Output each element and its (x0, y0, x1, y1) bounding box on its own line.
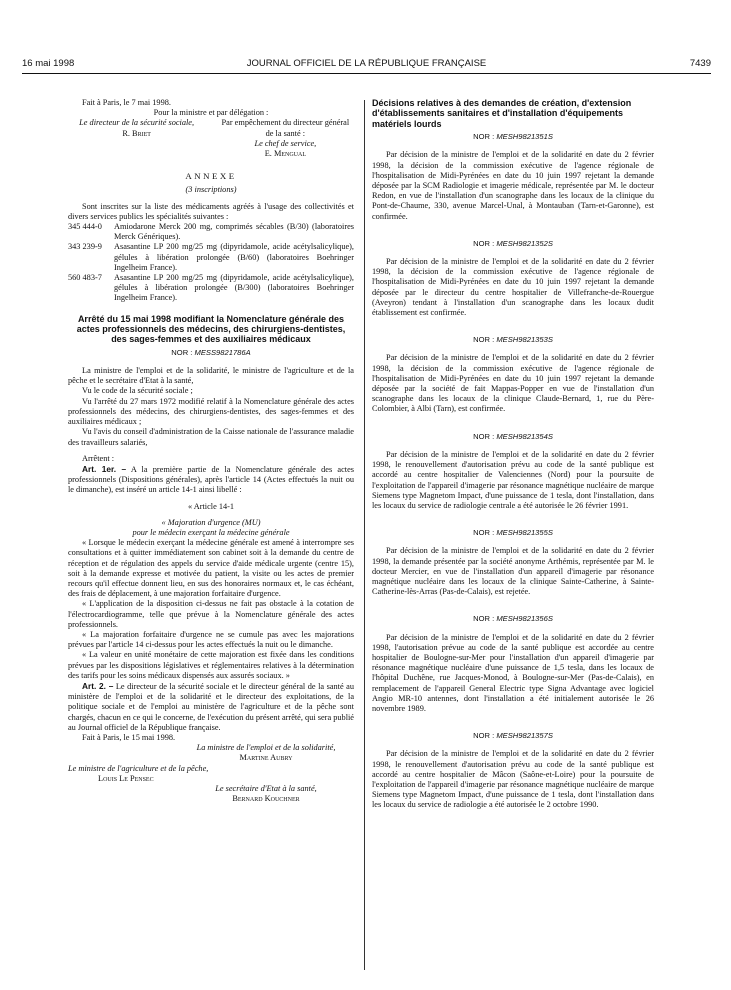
decision-paragraph: Par décision de la ministre de l'emploi et de la solidarité en date du 2 février 1998, le renouvellement d'autorisation prévu au code de la santé publique est accordé au centre hospitalier de Valenciennes (Nord) pour la poursuite de l'exploitation de l'appareil d'imagerie par résonance magnétique nucléaire de marque Siemens type Magnetom Impact, d'une puissance de 1 tesla, dont l'installation, dans les locaux du service de radiologie centrale a été autorisée le 26 février 1991. (372, 449, 654, 510)
signature-role: Le ministre de l'agriculture et de la pêche, (68, 763, 209, 773)
signature-role: Le chef de service, (254, 138, 317, 148)
signature-block-1 (68, 118, 354, 159)
column-separator (364, 100, 365, 970)
decision-paragraph: Par décision de la ministre de l'emploi et de la solidarité en date du 2 février 1998, la décision de la commission exécutive de l'agence régionale de l'hospitalisation de Midi-Pyrénées en date du 10 juin 1997 rejetant la demande déposée par la SCM Radiologie et imagerie médicale, représentée par M. le docteur Redon, en vue de l'installation d'un scanographe dans les locaux de la clinique du Pont-de-Chaume, 330, avenue Marcel-Unal, à Montauban (Tarn-et-Garonne), est confirmée. (372, 150, 654, 221)
signature-name: E. Mengual (264, 149, 306, 159)
article-1-label: Art. 1er. – (82, 463, 127, 474)
nor-label: NOR : (473, 528, 495, 538)
nor-label: NOR : (473, 132, 495, 142)
signature-line: Par empêchement du directeur général de la santé : (221, 118, 350, 138)
medication-item (68, 242, 354, 273)
decisions-title: Décisions relatives à des demandes de création, d'extension d'établissements sanitaires et d'installation d'équipements matériels lourds (372, 98, 632, 129)
nor-value: MESH9821353S (496, 335, 553, 345)
nor-value: MESH9821354S (496, 431, 553, 441)
header-journal-title: JOURNAL OFFICIEL DE LA RÉPUBLIQUE FRANÇAISE (246, 58, 487, 69)
signature-role: Le secrétaire d'Etat à la santé, (215, 784, 317, 793)
article-14-1-heading: « Article 14-1 (187, 501, 235, 511)
article-2-label: Art. 2. – (82, 680, 114, 691)
fait-a-paris-2: Fait à Paris, le 15 mai 1998. (82, 732, 176, 742)
signature-name: R. Briet (122, 128, 151, 138)
nor-value: MESH9821351S (496, 132, 553, 142)
right-column (372, 98, 654, 811)
pour-ministre: Pour la ministre et par délégation : (153, 108, 269, 118)
medication-text: Asasantine LP 200 mg/25 mg (dipyridamole, acide acétylsalicylique), gélules à libération prolongée (B/60) (laboratoires Boehringer Ingelheim France). (114, 242, 354, 272)
header-page-number: 7439 (689, 58, 711, 69)
article-paragraph: « Lorsque le médecin exerçant la médecine générale est amené à interrompre ses consultations et à quitter immédiatement son cabinet soit à la demande du centre de réception et de régulation des appels du service d'aide médicale urgente (centre 15), soit à la demande expresse et motivée du patient, la visite ou les actes de premier recours qu'il effectue donnent lieu, en sus des honoraires normaux et, le cas échéant, des frais de déplacement, à une majoration forfaitaire d'urgence. (68, 538, 354, 599)
majoration-title: « Majoration d'urgence (MU) (161, 517, 261, 527)
signature-sante (68, 784, 354, 804)
medication-list (68, 222, 354, 304)
arrete-title: Arrêté du 15 mai 1998 modifiant la Nomenclature générale des actes professionnels des médecins, des chirurgiens-dentistes, des sages-femmes et des auxiliaires médicaux (76, 313, 346, 345)
medication-item (68, 273, 354, 304)
page-header (22, 58, 711, 72)
nor-reference (372, 432, 654, 442)
nor-value: MESS9821786A (194, 347, 251, 357)
decision-paragraph: Par décision de la ministre de l'emploi et de la solidarité en date du 2 février 1998, la décision de la commission exécutive de l'agence régionale de l'hospitalisation de Midi-Pyrénées en date du 10 juin 1997 rejetant la demande déposée par la société de fait Mappas-Popper en vue de l'installation d'un scanographe dans les locaux de la clinique Claude-Bernard, 1, rue du Père-Colombier, à Albi (Tarn), est confirmée. (372, 353, 654, 414)
medication-text: Amiodarone Merck 200 mg, comprimés sécables (B/30) (laboratoires Merck Génériques). (114, 222, 354, 242)
header-date: 16 mai 1998 (22, 58, 75, 69)
visa-paragraph: Vu l'avis du conseil d'administration de la Caisse nationale de l'assurance maladie des travailleurs salariés, (68, 427, 354, 447)
annexe-heading: ANNEXE (185, 171, 237, 182)
nor-label: NOR : (473, 731, 495, 741)
nor-label: NOR : (473, 335, 495, 345)
medication-code: 560 483-7 (68, 273, 102, 283)
signature-name: Bernard Kouchner (232, 794, 300, 804)
decision-paragraph: Par décision de la ministre de l'emploi et de la solidarité en date du 2 février 1998, le renouvellement d'autorisation prévu au code de la santé publique est accordé au centre hospitalier de Mâcon (Saône-et-Loire) pour la poursuite de l'exploitation de l'appareil d'imagerie par résonance magnétique nucléaire de marque Siemens type Magnetom Impact, d'une puissance de 1 tesla, dont l'installation dans les locaux du service de radiologie a été autorisée le 2 octobre 1990. (372, 749, 654, 810)
article-2 (68, 681, 354, 733)
nor-reference (372, 239, 654, 249)
nor-reference (372, 614, 654, 624)
annexe-intro: Sont inscrites sur la liste des médicaments agréés à l'usage des collectivités et divers services publics les spécialités suivantes : (68, 201, 354, 221)
decision-paragraph: Par décision de la ministre de l'emploi et de la solidarité en date du 2 février 1998, la décision de la commission exécutive de l'agence régionale de l'hospitalisation de Midi-Pyrénées en date du 10 juin 1997 rejetant la demande déposée par le directeur du centre hospitalier de Villefranche-de-Rouergue (Aveyron) tendant à l'installation d'un scanographe dans les locaux dudit établissement est confirmée. (372, 257, 654, 318)
article-1-text: A la première partie de la Nomenclature générale des actes professionnels (Dispositions générales), après l'article 14 (Actes effectués la nuit ou le dimanche), est inséré un article 14-1 ainsi libellé : (68, 464, 354, 495)
signature-name: Martine Aubry (239, 753, 293, 763)
majoration-subtitle: pour le médecin exerçant la médecine générale (132, 527, 290, 537)
fait-a-paris-1: Fait à Paris, le 7 mai 1998. (82, 98, 171, 107)
nor-label: NOR : (171, 347, 193, 357)
header-rule (22, 73, 711, 74)
medication-text: Asasantine LP 200 mg/25 mg (dipyridamole, acide acétylsalicylique), gélules à libération prolongée (B/300) (laboratoires Boehringer Ingelheim France). (114, 273, 354, 303)
nor-reference (372, 731, 654, 741)
medication-code: 343 239-9 (68, 242, 102, 252)
arretent-line: Arrêtent : (82, 453, 115, 463)
article-1 (68, 464, 354, 496)
nor-value: MESH9821352S (496, 238, 553, 248)
article-paragraph: « La majoration forfaitaire d'urgence ne se cumule pas avec les majorations prévues par l'article 14 ci-dessus pour les actes effectués la nuit ou le dimanche. (68, 629, 354, 650)
signature-name: Louis Le Pensec (98, 773, 154, 783)
decision-paragraph: Par décision de la ministre de l'emploi et de la solidarité en date du 2 février 1998, la demande présentée par la société anonyme Arthémis, représentée par M. le docteur Mercier, en vue de l'installation d'un appareil d'imagerie par résonance magnétique nucléaire dans les locaux de la clinique Sainte-Catherine, à Sainte-Catherine-lès-Arras (Pas-de-Calais), est rejetée. (372, 546, 654, 597)
nor-label: NOR : (473, 614, 495, 624)
article-paragraph: « La valeur en unité monétaire de cette majoration est fixée dans les conditions prévues par les dispositions législatives et réglementaires relatives à la détermination des tarifs pour les soins médicaux dispensés aux assurés sociaux. » (68, 650, 354, 680)
decision-paragraph: Par décision de la ministre de l'emploi et de la solidarité en date du 2 février 1998, l'autorisation prévue au code de la santé publique est accordée au centre hospitalier de Boulogne-sur-Mer pour l'installation d'un appareil d'imagerie par résonance magnétique nucléaire d'une puissance de 1,5 tesla, dans les locaux de l'hôpital Duchêne, rue Jacques-Monod, à Boulogne-sur-Mer (Pas-de-Calais), en remplacement de l'appareil General Electric type Signa Advantage avec logiciel Angio MR-10 antennes, dont l'installation a été initialement autorisée le 26 novembre 1989. (372, 632, 654, 713)
medication-code: 345 444-0 (68, 222, 102, 232)
nor-value: MESH9821355S (496, 528, 553, 538)
signature-role: Le directeur de la sécurité sociale, (79, 118, 195, 128)
signature-role: La ministre de l'emploi et de la solidarité, (196, 743, 336, 753)
nor-value: MESH9821357S (496, 731, 553, 741)
nor-label: NOR : (473, 431, 495, 441)
visa-paragraph: La ministre de l'emploi et de la solidarité, le ministre de l'agriculture et de la pêche et le secrétaire d'Etat à la santé, (68, 366, 354, 386)
annexe-subheading: (3 inscriptions) (185, 185, 237, 195)
nor-value: MESH9821356S (496, 614, 553, 624)
nor-reference (372, 132, 654, 142)
medication-item (68, 222, 354, 242)
nor-reference (372, 528, 654, 538)
visa-paragraph: Vu le code de la sécurité sociale ; (82, 386, 193, 396)
article-paragraph: « L'application de la disposition ci-dessus ne fait pas obstacle à la cotation de l'électrocardiogramme, telle que prévue à la Nomenclature générale des actes professionnels. (68, 599, 354, 629)
signature-agriculture (68, 764, 354, 784)
signature-emploi (68, 743, 354, 763)
nor-reference (372, 335, 654, 345)
nor-reference (68, 348, 354, 358)
article-2-text: Le directeur de la sécurité sociale et le directeur général de la santé au ministère de l'emploi et de la solidarité et le directeur des exploitations, de la politique sociale et de l'emploi au ministère de l'agriculture et de la pêche sont chargés, chacun en ce qui le concerne, de l'exécution du présent arrêté, qui sera publié au Journal officiel de la République française. (68, 681, 354, 732)
visa-paragraph: Vu l'arrêté du 27 mars 1972 modifié relatif à la Nomenclature générale des actes professionnels des médecins, des chirurgiens-dentistes, des sages-femmes et des auxiliaires médicaux ; (68, 396, 354, 427)
left-column (68, 98, 354, 804)
nor-label: NOR : (473, 238, 495, 248)
